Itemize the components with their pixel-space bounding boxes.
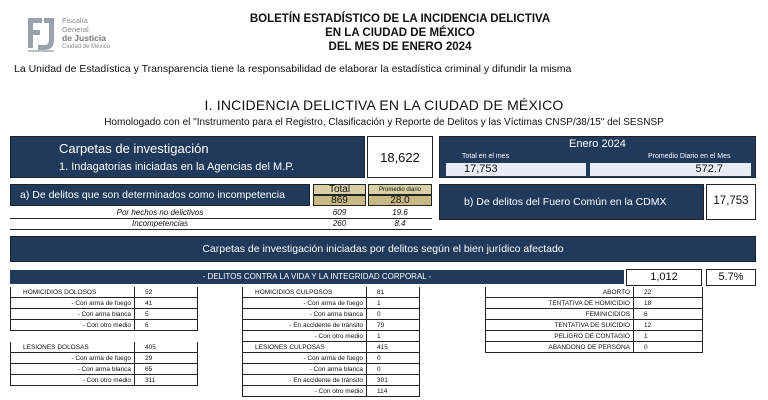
row-value: 6	[134, 320, 198, 331]
row-label: - Con otro medio	[10, 320, 134, 331]
row-label: - Con arma blanca	[242, 364, 366, 375]
table-row	[10, 331, 198, 342]
table-row	[10, 353, 198, 364]
title-line-3: DEL MES DE ENERO 2024	[328, 41, 472, 53]
incompetencia-label: a) De delitos que son determinados como incompetencia	[20, 189, 285, 201]
carpetas-total: 18,622	[380, 150, 420, 165]
row-label: - Con arma de fuego	[10, 298, 134, 309]
enero-avg-label: Promedio Diario en el Mes	[648, 153, 731, 160]
row-value: 29	[134, 353, 198, 364]
row-value: 114	[366, 386, 420, 397]
enero-avg-value: 572.7	[590, 163, 751, 176]
section-subtitle: Homologado con el "Instrumento para el Registro, Clasificación y Reporte de Delitos y las Víctimas CNSP/38/15" del SESNSP	[104, 117, 664, 128]
logo-line: de Justicia	[62, 33, 106, 43]
intro-text: La Unidad de Estadística y Transparencia tiene la responsabilidad de elaborar la estadística criminal y difundir la misma	[14, 63, 572, 75]
table-row	[485, 320, 703, 331]
row-label: Incompetencias	[131, 219, 189, 228]
table-row	[485, 298, 703, 309]
incompetencia-avg: 28.0	[368, 195, 432, 206]
incompetencia-avg-header: Promedio diario	[368, 184, 432, 195]
row-label: PELIGRO DE CONTAGIO	[485, 331, 633, 342]
row-value: 0	[366, 353, 420, 364]
row-label: - Con otro medio	[10, 375, 134, 386]
row-value: 301	[366, 375, 420, 386]
table-row	[242, 353, 420, 364]
bulletin-title	[190, 12, 610, 54]
carpetas-title: Carpetas de investigación	[59, 141, 209, 156]
incompetencia-total: 869	[313, 195, 366, 206]
table-row	[485, 309, 703, 320]
table-row	[10, 364, 198, 375]
row-value: 65	[134, 364, 198, 375]
row-label: ABANDONO DE PERSONA	[485, 342, 633, 353]
carpetas-panel	[10, 136, 365, 178]
table-row	[10, 342, 198, 353]
incompetencia-total-header: Total	[313, 184, 366, 195]
vida-banner	[10, 270, 624, 284]
table-row	[485, 331, 703, 342]
table-row	[10, 219, 432, 230]
row-label: LESIONES DOLOSAS	[10, 342, 134, 353]
vida-label: - DELITOS CONTRA LA VIDA Y LA INTEGRIDAD CORPORAL -	[202, 272, 432, 281]
row-label: ABORTO	[485, 287, 633, 298]
fuero-panel	[439, 184, 704, 220]
enero-total-value: 17,753	[446, 163, 586, 176]
row-value: 79	[366, 320, 420, 331]
row-total: 260	[332, 219, 347, 228]
row-label: - Con arma de fuego	[242, 298, 366, 309]
row-value: 0	[633, 342, 703, 353]
logo-line: General	[62, 25, 89, 34]
enero-panel	[439, 136, 756, 178]
enero-total-label: Total en el mes	[462, 153, 510, 160]
table-row	[242, 342, 420, 353]
title-line-1: BOLETÍN ESTADÍSTICO DE LA INCIDENCIA DELICTIVA	[249, 13, 551, 25]
row-label: - Con otro medio	[242, 386, 366, 397]
row-avg: 8.4	[394, 219, 406, 228]
logo-line: Fiscalía	[62, 16, 88, 25]
row-label: FEMINICIDIOS	[485, 309, 633, 320]
carpetas-total-box	[367, 136, 433, 178]
carpetas-subtitle: 1. Indagatorias iniciadas en la Agencias del M.P.	[59, 161, 295, 173]
table-row	[242, 364, 420, 375]
row-value: 1	[633, 331, 703, 342]
table-row	[242, 320, 420, 331]
fgj-logo	[24, 14, 144, 56]
row-value: 1	[366, 331, 420, 342]
table-row	[242, 331, 420, 342]
table-row	[10, 375, 198, 386]
table-row	[485, 342, 703, 353]
vida-pct: 5.7%	[706, 269, 756, 286]
table-row	[10, 208, 432, 219]
row-value: 81	[366, 287, 420, 298]
row-value: 6	[633, 309, 703, 320]
row-label: - En accidente de tránsito	[242, 375, 366, 386]
table-row	[10, 309, 198, 320]
row-label: - Con otro medio	[242, 331, 366, 342]
row-avg: 19.6	[392, 208, 408, 217]
row-label: - En accidente de tránsito	[242, 320, 366, 331]
row-value: 18	[633, 298, 703, 309]
enero-label: Enero 2024	[569, 138, 626, 150]
fuero-label: b) De delitos del Fuero Común en la CDMX	[464, 196, 667, 208]
row-value: 0	[366, 364, 420, 375]
row-total: 609	[332, 208, 347, 217]
row-value: 415	[366, 342, 420, 353]
row-value: 0	[366, 309, 420, 320]
table-row	[242, 309, 420, 320]
row-label: Por hechos no delictivos	[116, 208, 204, 217]
row-value: 12	[633, 320, 703, 331]
row-value: 5	[134, 309, 198, 320]
row-value: 311	[134, 375, 198, 386]
fuero-value: 17,753	[713, 195, 749, 207]
row-value: 1	[366, 298, 420, 309]
bien-juridico-banner	[10, 236, 756, 262]
row-label: HOMICIDIOS CULPOSOS	[242, 287, 366, 298]
table-row	[242, 287, 420, 298]
table-row	[10, 298, 198, 309]
vida-total: 1,012	[626, 269, 702, 286]
table-row	[10, 320, 198, 331]
row-label: - Con arma de fuego	[10, 353, 134, 364]
row-value	[134, 331, 198, 342]
table-row	[485, 287, 703, 298]
fgj-emblem-icon	[24, 14, 58, 54]
table-row	[242, 298, 420, 309]
row-label: - Con arma blanca	[242, 309, 366, 320]
row-label	[10, 331, 134, 342]
logo-line: Ciudad de México	[62, 44, 111, 50]
row-label: TENTATIVA DE HOMICIDIO	[485, 298, 633, 309]
fuero-value-box	[706, 184, 756, 220]
row-label: - Con arma de fuego	[242, 353, 366, 364]
row-value: 405	[134, 342, 198, 353]
row-value: 52	[134, 287, 198, 298]
row-label: - Con arma blanca	[10, 309, 134, 320]
bien-juridico-label: Carpetas de investigación iniciadas por delitos según el bien jurídico afectado	[202, 243, 564, 255]
table-row	[242, 375, 420, 386]
row-value: 22	[633, 287, 703, 298]
row-label: TENTATIVA DE SUICIDIO	[485, 320, 633, 331]
table-row	[10, 287, 198, 298]
incompetencia-panel	[10, 184, 310, 206]
title-line-2: EN LA CIUDAD DE MÉXICO	[325, 27, 475, 39]
row-value: 41	[134, 298, 198, 309]
row-label: LESIONES CULPOSAS	[242, 342, 366, 353]
row-label: - Con arma blanca	[10, 364, 134, 375]
incompetencia-rows	[10, 208, 432, 230]
row-label: HOMICIDIOS DOLOSOS	[10, 287, 134, 298]
table-row	[242, 386, 420, 397]
section-title: I. INCIDENCIA DELICTIVA EN LA CIUDAD DE MÉXICO	[204, 97, 564, 113]
logo-text	[62, 16, 110, 52]
